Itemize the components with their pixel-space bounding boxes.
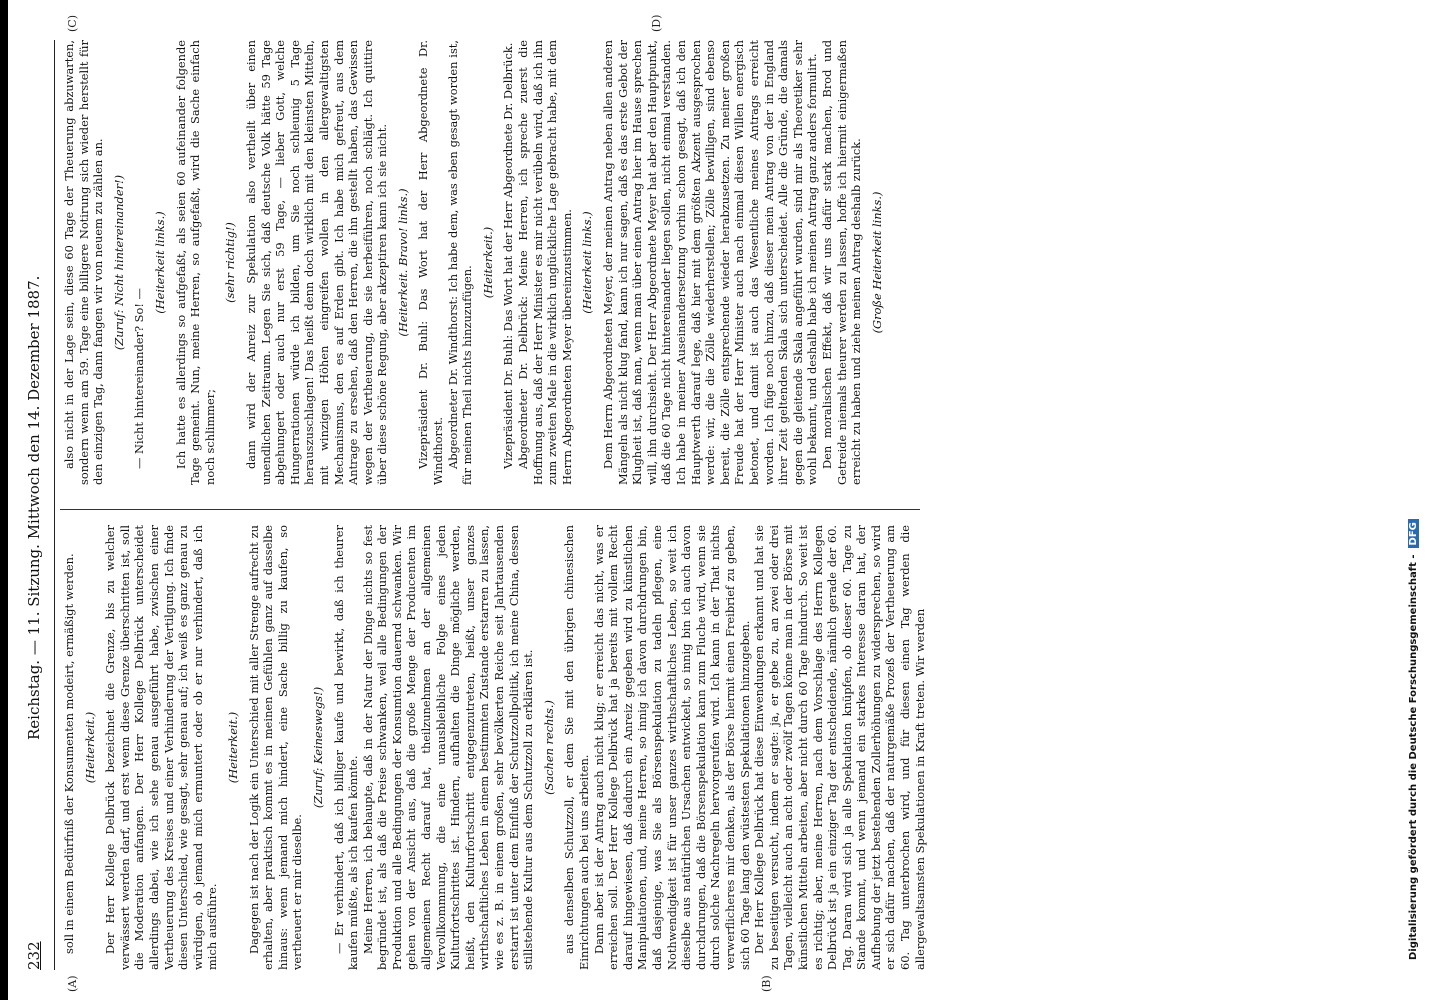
paragraph: — Nicht hintereinander? So! — [132,288,147,469]
marker-a: (A) [66,975,79,992]
page-title: Reichstag. — 11. Sitzung. Mittwoch den 14. Dezember 1887. [25,275,43,740]
page-header [22,35,46,970]
paragraph: also nicht in der Lage sein, diese 60 Tage der Theuerung abzuwarten, sondern wenn am 59. Tage eine billigere Notirung sich wieder herstellt für den einzigen Tag, dann fangen wir von neuem zu zählen an. [62,40,106,485]
stage-direction: (Heiterkeit. Bravo! links.) [395,188,410,337]
stage-direction: (Zuruf: Nicht hintereinander!) [111,174,126,351]
dfg-logo: DFG [1408,519,1419,548]
paragraph: soll in einem Bedürfniß der Konsumenten modeirt, ermäßigt werden. [62,553,76,954]
stage-direction: (Heiterkeit.) [82,711,97,784]
right-column [62,40,922,485]
stage-direction: (Heiterkeit links.) [152,211,167,314]
stage-direction: (Heiterkeit.) [480,226,495,299]
footer [1408,20,1419,960]
footer-text: Digitalisierung gefördert durch die Deutsche Forschungsgemeinschaft - [1408,554,1419,960]
paragraph: Abgeordneter Dr. Windthorst: Ich habe dem, was eben gesagt worden ist, für meinen Theil nichts hinzuzufügen. [445,40,475,485]
paragraph: Dem Herrn Abgeordneten Meyer, der meinen Antrag neben allen anderen Mängeln als nicht klug fand, kann ich nur sagen, daß es das erste Gebot der Klugheit ist, daß man, wenn man über einen Antrag hier im Hause sprechen will, ihn durchsieht. Der Herr Abgeordnete Meyer hat aber den Hauptpunkt, daß die 60 Tage nicht hintereinander liegen sollen, nicht einmal verstanden. Ich habe in meiner Auseinandersetzung vorhin schon gesagt, daß ich den Hauptwerth darauf lege, daß hier mit dem größten Akzent ausgesprochen werde: wir, die die Zölle wiederherstellen; Zölle bewilligen, sind ebenso bereit, die Zölle entsprechende wieder herabzusetzen. Zu meiner großen Freude hat der Herr Minister auch nach einmal diesen Willen energisch betonet, und damit ist auch das Wesentliche meines Antrags erreicht worden. Ich füge noch hinzu, daß dieser mein Antrag von der in England ihrer Zeit geltenden Skala sich unterscheidet. Alle die Gründe, die damals gegen die gleitende Skala angeführt wurden, sind mir als Theoretiker sehr wohl bekannt, und deshalb habe ich meinen Antrag ganz anders formulirt. [601,40,820,485]
paragraph: Abgeordneter Dr. Delbrück: Meine Herren, ich spreche zuerst die Hoffnung aus, daß der Herr Minister es mir nicht verübeln wird, daß ich ihn zum zweiten Male in die wirklich unglückliche Lage gebracht habe, mit dem Herrn Abgeordneten Meyer übereinzustimmen. [516,40,574,485]
stage-direction: (Große Heiterkeit links.) [869,191,884,334]
marker-d: (D) [650,14,663,32]
stage-direction: (Heiterkeit links.) [580,211,595,314]
paragraph: Ich hatte es allerdings so aufgefaßt, als seien 60 aufeinander folgende Tage gemeint. Nun, meine Herren, so aufgefaßt, wird die Sache einfach noch schlimmer; [173,40,217,485]
column-rule [60,509,920,510]
paragraph: aus denselben Schutzzoll, er dem Sie mit den übrigen chinesischen Einrichtungen auch bei uns arbeiten. [562,525,591,970]
paragraph: dann wird der Anreiz zur Spekulation also vertheilt über einen unendlichen Zeitraum. Legen Sie sich, daß deutsche Volk hätte 59 Tage abgehungert oder auch nur erst 59 Tage, — lieber Gott, welche Hungerrationen würde ich bilden, um Sie noch schleunig 5 Tage herauszuschlagen! Das heißt denn doch wirklich mit den kleinsten Mitteln, mit winzigen Höhen eingreifen wollen in den allergewaltigsten Mechanismus, den es auf Erden gibt. Ich habe mich gefreut, aus dem Antrage zu ersehen, daß den Herren, die ihn gestellt haben, das Gewissen wegen der Vertheuerung, die sie herbeiführen, noch schlägt. Ich quittire über diese schöne Regung, aber akzeptiren kann ich sie nicht. [243,40,390,485]
stage-direction: (sehr richtig!) [223,222,238,303]
paragraph: — Er verhindert, daß ich billiger kaufe und bewirkt, daß ich theurer kaufen müßte, als ich kaufen könnte. [331,525,361,970]
paragraph: Der Herr Kollege Delbrück bezeichnet die Grenze, bis zu welcher verwässert werden darf, und erst wenn diese Grenze überschritten ist, soll die Moderation anfangen. Der Herr Kollege Delbrück unterscheidet allerdings dabei, wie ich sehe genau ausgeführt habe, zwischen einer Vertheuerung des Kreises und einer Verhinderung der Vertilgung. Ich finde diesen Unterschied, wie gesagt, sehr genau auf; ich weiß es ganz genau zu würdigen, ob jemand mich ermuntert oder ob er nur verhindert, daß ich mich ausführe. [103,525,220,970]
paragraph: Der Herr Kollege Delbrück hat diese Einwendungen erkannt und hat sie zu beseitigen versucht, indem er sagte: ja, er gebe zu, an zwei oder drei Tagen, vielleicht auch an acht oder zwölf Tagen könne man in der Börse mit künstlichen Mitteln arbeiten, aber nicht durch 60 Tage hindurch. So weit ist es richtig; aber, meine Herren, nach dem Vorschlage des Herrn Kollegen Delbrück ist ja ein einziger Tag der entscheidende, nämlich gerade der 60. Tag. Daran wird sich ja alle Spekulation knüpfen, ob dieser 60. Tage zu Stande kommt, und wenn jemand ein starkes Interesse daran hat, der Aufhebung der jetzt bestehenden Zollerhöhungen zu widersprechen, so wird er sich dafür machen, daß der naturgemäße Prozeß der Vertheuerung am 60. Tag unterbrochen wird, und für diesen einen Tag werden die allergewaltsamsten Spekulationen in Kraft treten. Wir werden [752,525,927,970]
paragraph: Dann aber ist der Antrag auch nicht klug; er erreicht das nicht, was er erreichen soll. Der Herr Kollege Delbrück hat ja bereits mit vollem Recht darauf hingewiesen, daß dadurch ein Anreiz gegeben wird zu künstlichen Manipulationen, und, meine Herren, so innig ich davon durchdrungen bin, daß dasjenige, was Sie als Börsenspekulation zu tadeln pflegen, eine Nothwendigkeit ist für unser ganzes wirthschaftliches Leben, so weit ich dieselbe aus natürlichen Ursachen entwickelt, so innig bin ich auch davon durchdrungen, daß die Börsenspekulation kann zum Fluche wird, wenn sie durch solche Nachregeln hervorgerufen wird. Ich kann in der That nichts verwerflicheres mir denken, als der Börse hiermit einen Freibrief zu geben, sich 60 Tage lang den wüstesten Spekulationen hinzugeben. [591,525,752,970]
left-column [62,525,927,970]
page-number: 232 [25,941,43,970]
paragraph: Meine Herren, ich behaupte, daß in der Natur der Dinge nichts so fest begründet ist, als daß die Preise schwanken, weil alle Bedingungen der Produktion und alle Bedingungen der Konsumtion dauernd schwanken. Wir gehen von der Ansicht aus, daß die große Menge der Producenten im allgemeinen Recht darauf hat, theilzunehmen an der allgemeinen Vervollkommnung, die eine unausbleibliche Folge eines jeden Kulturfortschrittes ist. Hindern, aufhalten die Dinge mögliche werden, heißt, den Kulturfortschritt entgegenzutreten, heißt, unser ganzes wirthschaftliches Leben in einem bestimmten Zustande erstarren zu lassen, wie es z. B. in einem großen, sehr bevölkerten Reiche seit Jahrtausenden erstarrt ist unter dem Einfluß der Schutzzollpolitik, ich meine China, dessen stillstehende Kultur aus dem Schutzzoll zu erklären ist. [360,525,536,970]
marker-b: (B) [760,975,773,992]
paragraph: Dagegen ist nach der Logik ein Unterschied mit aller Strenge aufrecht zu erhalten, aber praktisch kommt es in meinen Gefühlen ganz auf dasselbe hinaus: wenn jemand mich hindert, eine Sache billig zu kaufen, so vertheuert er mir dieselbe. [246,525,305,970]
stage-direction: (Zuruf: Keineswegs!) [310,686,325,809]
stage-direction: (Heiterkeit.) [225,711,240,784]
marker-c: (C) [66,15,79,32]
paragraph: Vizepräsident Dr. Buhl: Das Wort hat der Herr Abgeordnete Dr. Windthorst. [416,40,446,485]
paragraph: Vizepräsident Dr. Buhl: Das Wort hat der Herr Abgeordnete Dr. Delbrück. [501,42,516,469]
header-rule [54,40,55,970]
paragraph: Den moralischen Effekt, daß wir uns dafür stark machen, Brod und Getreide niemals theurer werden zu lassen, hoffe ich hiermit einigermaßen erreicht zu haben und ziehe meinen Antrag deshalb zurück. [819,40,864,485]
stage-direction: (Sachen rechts.) [541,700,556,795]
